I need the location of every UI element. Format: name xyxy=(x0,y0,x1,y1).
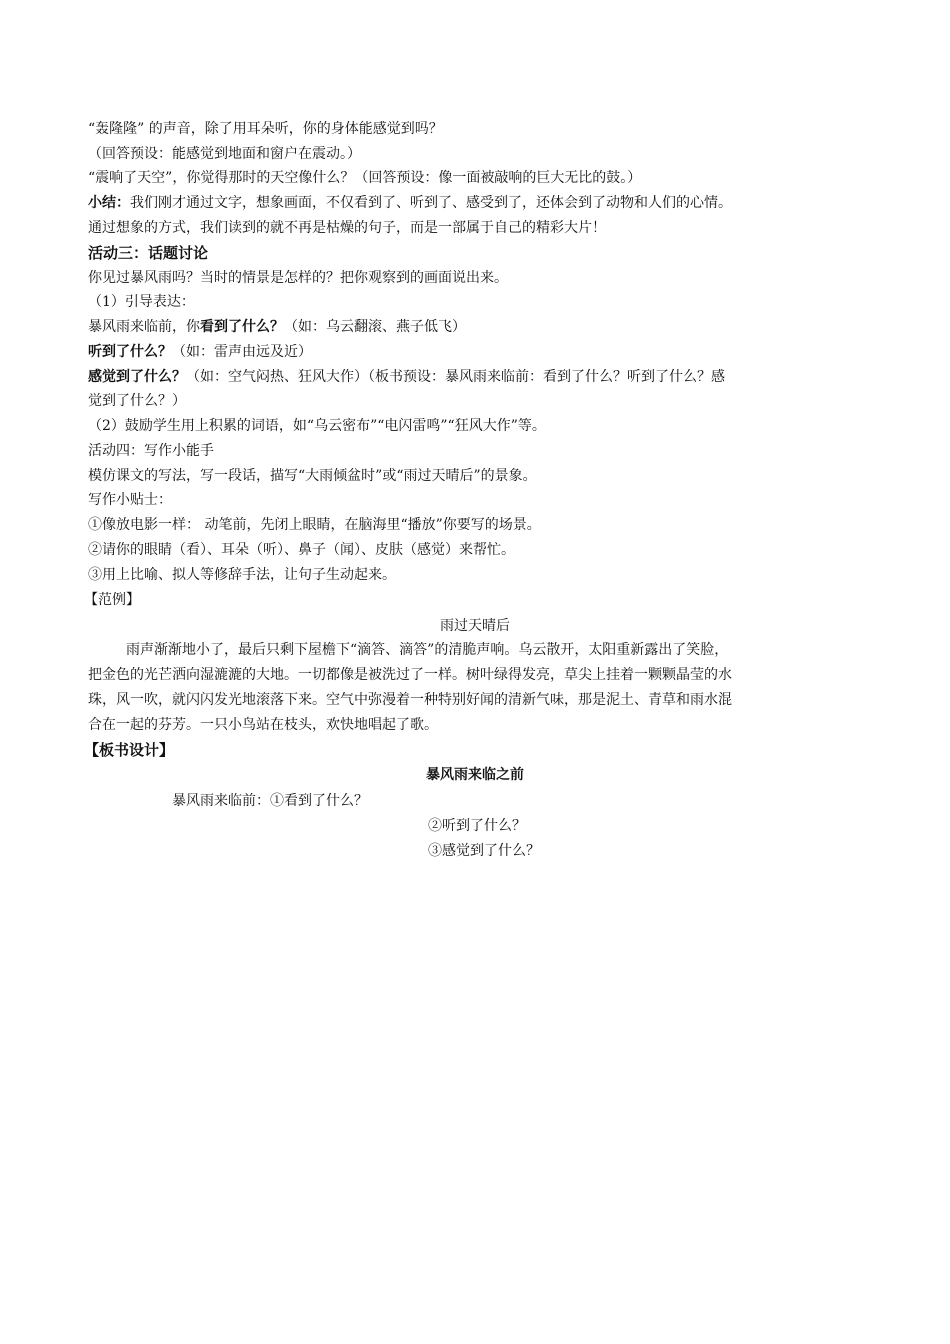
example-para-line-1: 雨声渐渐地小了，最后只剩下屋檐下“滴答、滴答”的清脆声响。乌云散开，太阳重新露出了笑脸， xyxy=(126,642,729,658)
board-item-hear: ②听到了什么？ xyxy=(428,818,526,834)
see-line xyxy=(88,317,868,337)
activity-3-heading: 活动三：话题讨论 xyxy=(88,244,209,262)
see-question: 看到了什么？ xyxy=(200,319,284,335)
example-para-line-3: 珠，风一吹，就闪闪发光地滚落下来。空气中弥漫着一种特别好闻的清新气味，那是泥土、青草和雨水混 xyxy=(88,692,732,708)
activity-4-heading: 活动四：写作小能手 xyxy=(88,443,214,459)
example-label: 【范例】 xyxy=(84,592,140,608)
board-design-heading: 【板书设计】 xyxy=(84,741,175,759)
summary-line-2: 通过想象的方式，我们读到的就不再是枯燥的句子，而是一部属于自己的精彩大片！ xyxy=(88,220,606,236)
guide-expression-label: （1）引导表达： xyxy=(88,294,195,310)
encourage-vocab: （2）鼓励学生用上积累的词语，如“乌云密布”“电闪雷鸣”“狂风大作”等。 xyxy=(88,418,546,434)
feel-example: （如：空气闷热、狂风大作）（板书预设：暴风雨来临前：看到了什么？听到了什么？感 xyxy=(186,369,725,385)
example-para-line-4: 合在一起的芬芳。一只小鸟站在枝头，欢快地唱起了歌。 xyxy=(88,717,438,733)
hear-question: 听到了什么？ xyxy=(88,344,172,360)
see-prefix: 暴风雨来临前，你 xyxy=(88,319,200,335)
activity-3-prompt: 你见过暴风雨吗？当时的情景是怎样的？把你观察到的画面说出来。 xyxy=(88,270,508,286)
feel-line-cont: 觉到了什么？） xyxy=(88,393,186,409)
feel-line xyxy=(88,367,868,387)
activity-4-prompt: 模仿课文的写法，写一段话，描写“大雨倾盆时”或“雨过天晴后”的景象。 xyxy=(88,468,537,484)
tip-2: ②请你的眼睛（看）、耳朵（听）、鼻子（闻）、皮肤（感觉）来帮忙。 xyxy=(88,542,515,558)
question-sky: “震响了天空”，你觉得那时的天空像什么？（回答预设：像一面被敲响的巨大无比的鼓。） xyxy=(88,170,642,186)
example-para-line-2: 把金色的光芒洒向湿漉漉的大地。一切都像是被洗过了一样。树叶绿得发亮，草尖上挂着一颗颗晶莹的水 xyxy=(88,667,732,683)
tip-1: ①像放电影一样： 动笔前，先闭上眼睛，在脑海里“播放”你要写的场景。 xyxy=(88,517,541,533)
example-title: 雨过天晴后 xyxy=(440,618,510,634)
writing-tips-label: 写作小贴士： xyxy=(88,492,172,508)
board-title-text: 暴风雨来临之前 xyxy=(426,767,524,783)
hear-line xyxy=(88,342,868,362)
answer-preset-1: （回答预设：能感觉到地面和窗户在震动。） xyxy=(88,146,361,162)
feel-question: 感觉到了什么？ xyxy=(88,369,186,385)
question-rumble: “轰隆隆” 的声音，除了用耳朵听，你的身体能感觉到吗？ xyxy=(88,121,443,137)
board-item-see: 暴风雨来临前：①看到了什么？ xyxy=(172,793,368,809)
summary-text: 我们刚才通过文字，想象画面，不仅看到了、听到了、感受到了，还体会到了动物和人们的心情。 xyxy=(130,195,732,211)
board-item-feel: ③感觉到了什么？ xyxy=(428,843,540,859)
summary-line xyxy=(88,193,868,213)
tip-3: ③用上比喻、拟人等修辞手法，让句子生动起来。 xyxy=(88,567,396,583)
see-example: （如：乌云翻滚、燕子低飞） xyxy=(284,319,466,335)
board-title xyxy=(0,765,950,785)
summary-label: 小结： xyxy=(88,195,130,211)
hear-example: （如：雷声由远及近） xyxy=(172,344,312,360)
